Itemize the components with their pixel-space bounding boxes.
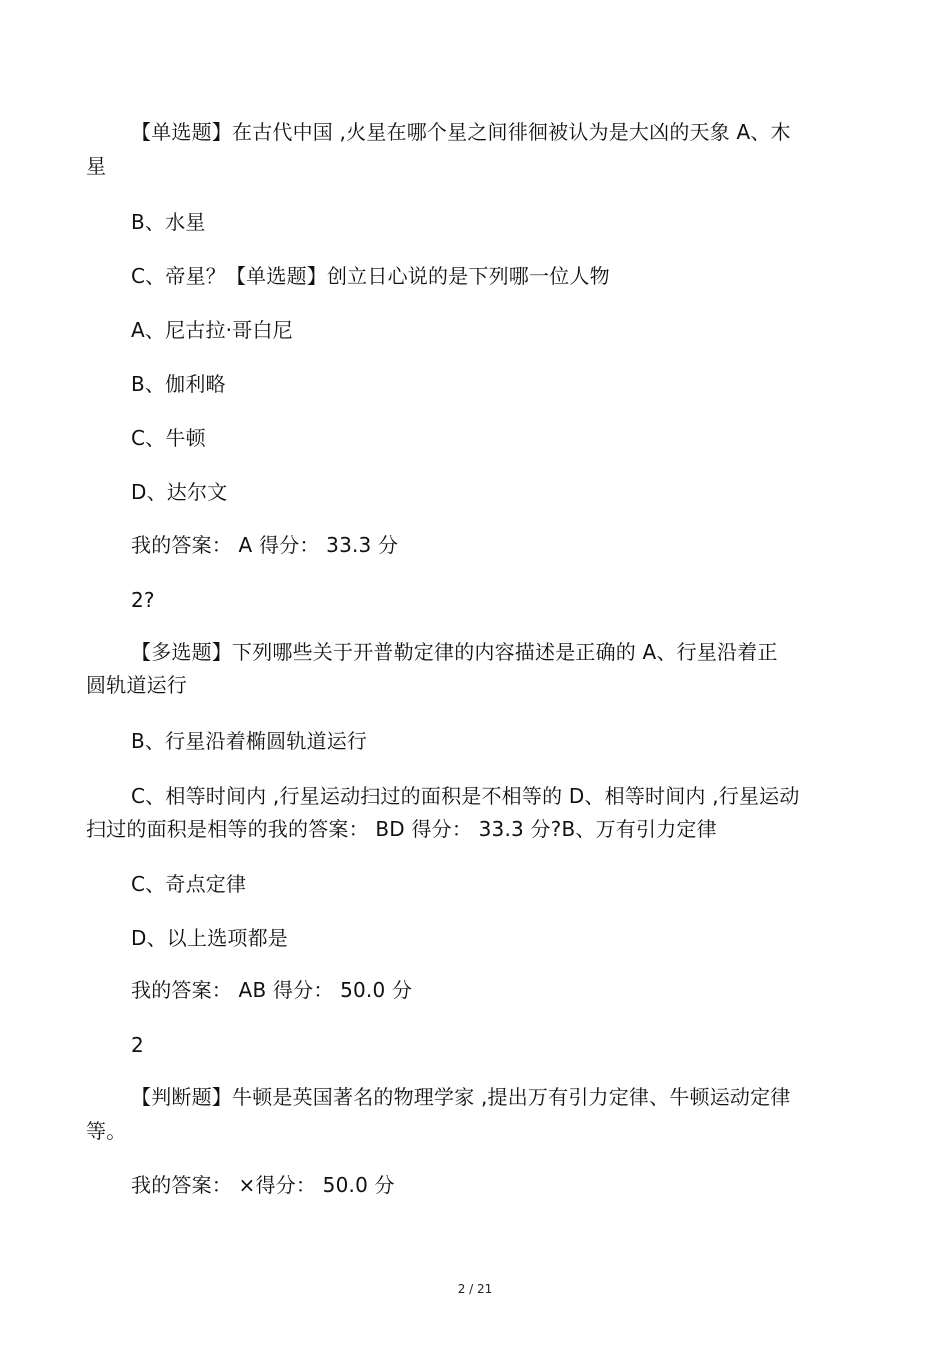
q4-option-c: C、奇点定律 (131, 872, 247, 896)
q1-option-b: B、水星 (131, 210, 206, 234)
q2-option-a: A、尼古拉·哥白尼 (131, 318, 293, 342)
question-number: 2? (131, 588, 155, 612)
q3-stem-line-2: 圆轨道运行 (86, 673, 187, 697)
q4-option-d: D、以上选项都是 (131, 926, 289, 950)
q3-stem-line-1: 【多选题】下列哪些关于开普勒定律的内容描述是正确的 A、行星沿着正 (131, 640, 778, 664)
question-number: 2 (131, 1033, 144, 1057)
q2-option-c: C、牛顿 (131, 426, 206, 450)
q3-option-d-answer-line-2: 扫过的面积是相等的我的答案： BD 得分： 33.3 分?B、万有引力定律 (86, 817, 717, 841)
q1-option-c-q2-stem: C、帝星？【单选题】创立日心说的是下列哪一位人物 (131, 264, 610, 288)
q5-stem-line-1: 【判断题】牛顿是英国著名的物理学家 ,提出万有引力定律、牛顿运动定律 (131, 1085, 791, 1109)
q5-answer-score: 我的答案： ×得分： 50.0 分 (131, 1173, 395, 1197)
q1-stem-line-1: 【单选题】在古代中国 ,火星在哪个星之间徘徊被认为是大凶的天象 A、木 (131, 120, 791, 144)
q3-option-c-d-line-1: C、相等时间内 ,行星运动扫过的面积是不相等的 D、相等时间内 ,行星运动 (131, 784, 800, 808)
q5-stem-line-2: 等。 (86, 1119, 127, 1143)
q2-answer-score: 我的答案： A 得分： 33.3 分 (131, 533, 399, 557)
q1-stem-line-2: 星 (86, 154, 107, 178)
q2-option-b: B、伽利略 (131, 372, 226, 396)
q2-option-d: D、达尔文 (131, 480, 228, 504)
q4-answer-score: 我的答案： AB 得分： 50.0 分 (131, 978, 413, 1002)
q3-option-b: B、行星沿着椭圆轨道运行 (131, 729, 368, 753)
page-number: 2 / 21 (457, 1282, 493, 1296)
